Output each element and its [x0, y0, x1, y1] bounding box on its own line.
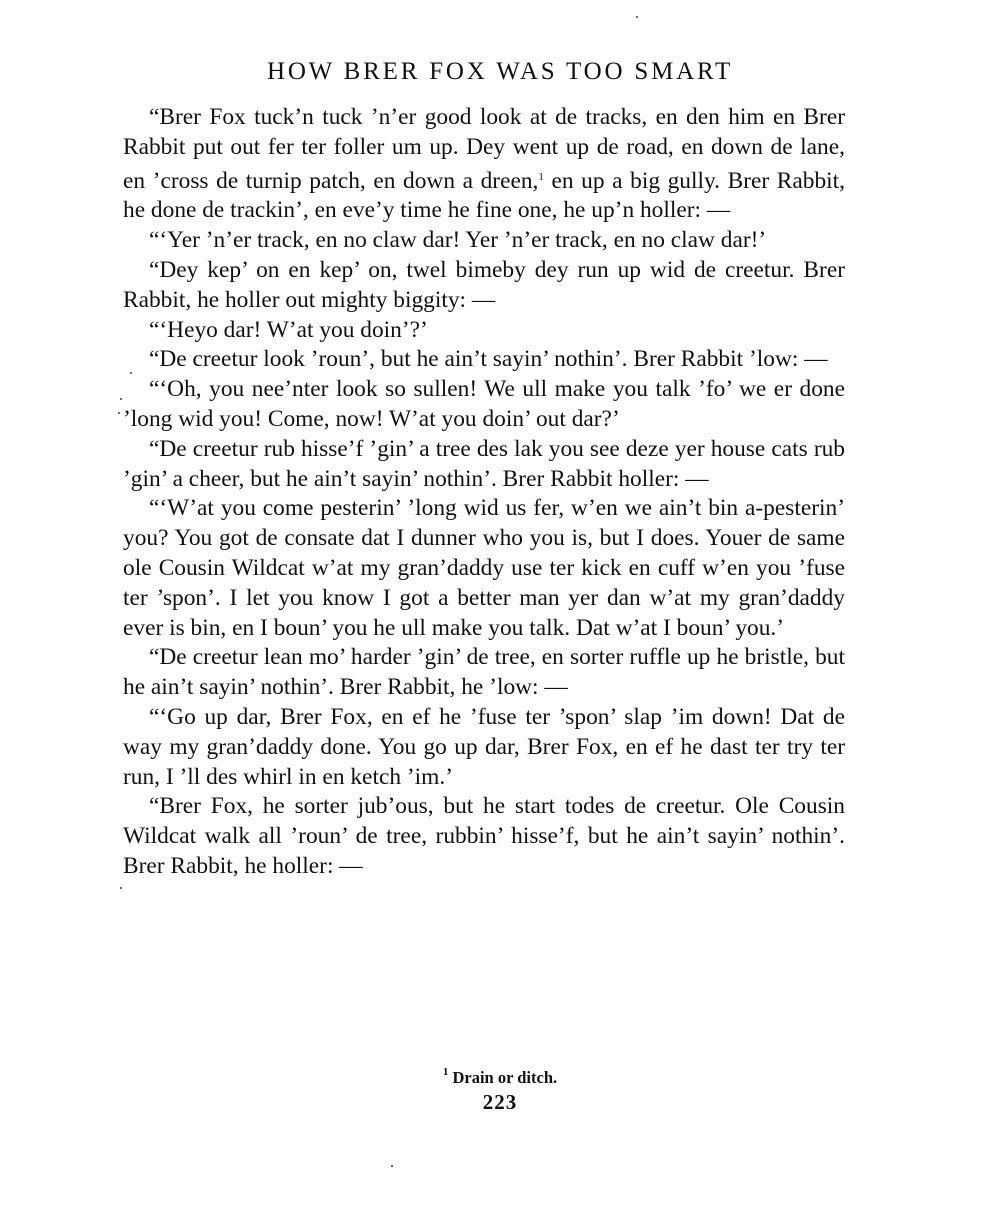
paragraph-8: “‘W’at you come pesterin’ ’long wid us fer, w’en we ain’t bin a-pesterin’ you? You got de consate dat I dunner who you is, but I does. Youer de same ole Cousin Wildcat w’at my gran’daddy use ter kick en cuff w’en you ’fuse ter ’spon’. I let you know I got a better man yer dan w’at my gran’daddy ever is bin, en I boun’ you he ull make you talk. Dat w’at I boun’ you.’ — [123, 495, 845, 641]
scan-speck — [130, 372, 132, 374]
paragraph-6: “‘Oh, you nee’nter look so sullen! We ull make you talk ’fo’ we er done ’long wid you! Come, now! W’at you doin’ out dar?’ — [123, 376, 845, 432]
scan-speck — [636, 16, 638, 18]
scan-speck — [391, 1165, 393, 1167]
paragraph-5: “De creetur look ’roun’, but he ain’t sayin’ nothin’. Brer Rabbit ’low: — — [149, 346, 828, 373]
footnote-reference: 1 — [538, 170, 544, 183]
body-text — [123, 103, 845, 882]
footnote-marker: 1 — [442, 1066, 449, 1078]
paragraph-1-text-after: en up a big gully. Brer Rabbit, he done de trackin’, en eve’y time he fine one, he up’n holler: — — [123, 167, 845, 224]
paragraph-9: “De creetur lean mo’ harder ’gin’ de tree, en sorter ruffle up he bristle, but he ain’t sayin’ nothin’. Brer Rabbit, he ’low: — — [123, 644, 845, 701]
scan-speck — [120, 887, 122, 889]
paragraph-2: “‘Yer ’n’er track, en no claw dar! Yer ’n’er track, en no claw dar!’ — [149, 227, 767, 254]
running-head: HOW BRER FOX WAS TOO SMART — [266, 58, 734, 85]
paragraph-1 — [123, 103, 845, 226]
paragraph-11: “Brer Fox, he sorter jub’ous, but he start todes de creetur. Ole Cousin Wildcat walk all ’roun’ de tree, rubbin’ hisse’f, but he ain’t sayin’ nothin’. Brer Rabbit, he holler: — — [123, 793, 845, 879]
paragraph-4: “‘Heyo dar! W’at you doin’?’ — [149, 316, 428, 343]
footnote-text: Drain or ditch. — [448, 1068, 558, 1087]
page-number: 223 — [482, 1090, 518, 1114]
paragraph-1-text-before: “Brer Fox tuck’n tuck ’n’er good look at de tracks, en den him en Brer Rabbit put out fer ter foller um up. Dey went up de road, en down de lane, en ’cross de turnip patch, en down a dreen, — [123, 104, 845, 194]
paragraph-10: “‘Go up dar, Brer Fox, en ef he ’fuse ter ’spon’ slap ’im down! Dat de way my gran’daddy done. You go up dar, Brer Fox, en ef he dast ter try ter run, I ’ll des whirl in en ketch ’im.’ — [123, 703, 845, 790]
scan-speck — [118, 412, 120, 414]
paragraph-3: “Dey kep’ on en kep’ on, twel bimeby dey run up wid de creetur. Brer Rabbit, he holler out mighty biggity: — — [123, 256, 845, 313]
paragraph-7: “De creetur rub hisse’f ’gin’ a tree des lak you see deze yer house cats rub ’gin’ a cheer, but he ain’t sayin’ nothin’. Brer Rabbit holler: — — [123, 435, 845, 492]
footnote — [0, 1066, 1000, 1088]
scan-speck — [120, 398, 122, 400]
